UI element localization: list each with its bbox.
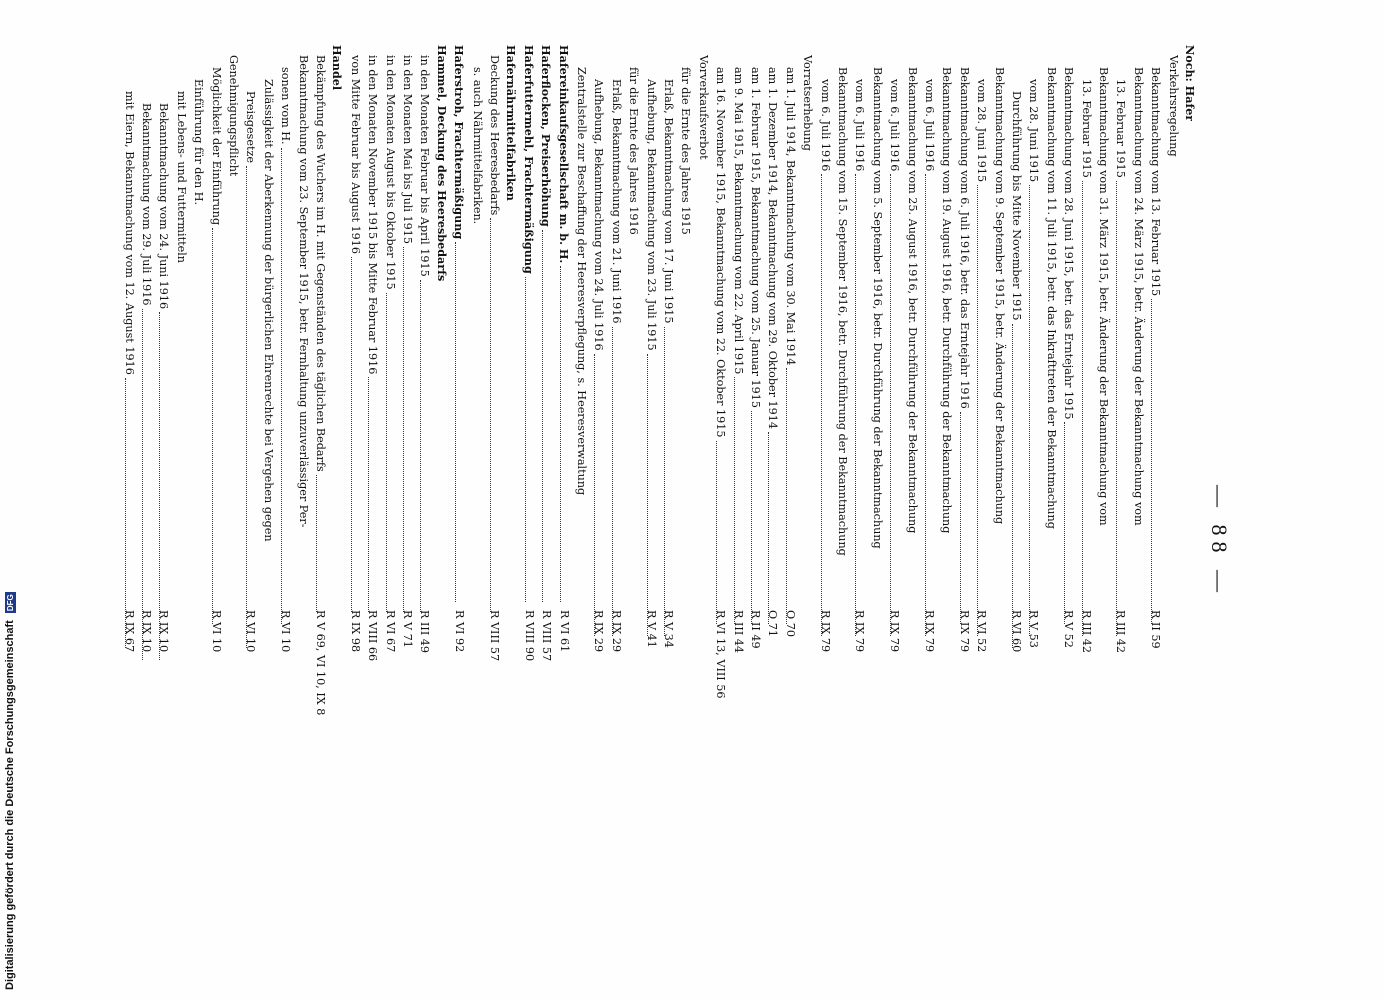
dot-leader: [699, 163, 711, 812]
index-entry: [590, 45, 606, 653]
index-entry: [677, 45, 693, 827]
dot-leader: [1064, 422, 1076, 624]
entry-text: Hafereinkaufsgesellschaft m. b. H.: [556, 45, 571, 264]
index-entry: [782, 45, 798, 637]
entry-text: für die Ernte des Jahres 1916: [627, 67, 641, 235]
entry-reference: R III 42: [1114, 610, 1128, 654]
index-entry: [973, 45, 989, 653]
dot-leader: [629, 238, 641, 824]
dot-leader: [1012, 324, 1024, 649]
entry-text: 13. Februar 1915: [1079, 79, 1093, 178]
entry-text: Aufhebung, Bekanntmachung vom 23. Juli 1915: [644, 79, 658, 351]
dot-leader: [246, 166, 258, 648]
entry-reference: O 70: [783, 610, 797, 637]
index-entry: [747, 45, 763, 649]
entry-reference: R VIII 57: [540, 610, 554, 662]
dot-leader: [490, 218, 502, 612]
entry-reference: R II 49: [749, 610, 762, 649]
dot-leader: [177, 266, 189, 848]
dot-leader: [455, 242, 467, 602]
entry-text: mit Lebens- und Futtermitteln: [174, 91, 188, 263]
dot-leader: [420, 280, 432, 612]
entry-text: Bekanntmachung vom 6. Juli 1916, betr. das Erntejahr 1916: [957, 67, 971, 409]
entry-text: Haferflocken, Preiserhöhung: [539, 45, 554, 227]
entry-text: vom 28. Juni 1915: [975, 79, 989, 183]
page-number: — 88 —: [1207, 485, 1232, 598]
index-entry: [764, 45, 780, 637]
entry-reference: R IX 67: [122, 610, 136, 653]
index-entry: [869, 45, 885, 827]
index-entry: [190, 45, 206, 839]
dfg-logo: DFG: [6, 594, 15, 612]
dot-leader: [716, 441, 728, 624]
entry-text: Bekanntmachung vom 23. September 1915, betr. Fernhaltung unzuverlässiger Per-: [296, 55, 310, 528]
entry-reference: R V 34: [662, 610, 675, 648]
index-entry: [1112, 45, 1128, 654]
entry-text: Bekanntmachung vom 19. August 1916, betr. Durchführung der Bekanntmachung: [940, 67, 954, 534]
entry-text: Hafernährmittelfabriken: [504, 45, 519, 201]
dot-leader: [542, 230, 554, 602]
entry-text: in den Monaten November 1915 bis Mitte Februar 1916: [366, 55, 380, 375]
index-entry: [469, 45, 485, 827]
entry-text: in den Monaten Februar bis April 1915: [418, 55, 432, 277]
dot-leader: [1186, 124, 1198, 802]
entry-reference: R IX 98: [348, 610, 362, 653]
entry-reference: R IX 79: [818, 610, 832, 653]
dot-leader: [942, 536, 954, 824]
entry-text: vom 6. Juli 1916: [853, 79, 867, 172]
entry-reference: R IX 10: [157, 610, 171, 653]
dot-leader: [194, 208, 206, 836]
index-entry: [121, 45, 137, 651]
entry-text: Bekanntmachung vom 28. Juni 1915, betr. das Erntejahr 1915: [1062, 67, 1076, 420]
entry-reference: R III 49: [418, 610, 432, 654]
entry-reference: R III 44: [731, 610, 745, 654]
dot-leader: [664, 327, 676, 637]
entry-text: Bekanntmachung vom 15. September 1916, betr. Durchführung der Bekanntmachung: [836, 67, 849, 556]
entry-reference: R V 71: [401, 610, 414, 648]
index-entry: [730, 45, 746, 654]
entry-text: Bekanntmachung vom 13. Februar 1915: [1149, 67, 1163, 297]
entry-text: Noch: Hafer: [1183, 45, 1197, 122]
entry-text: mit Eiern, Bekanntmachung vom 12. August 1916: [122, 91, 136, 375]
dot-leader: [229, 179, 241, 812]
dot-leader: [647, 354, 659, 636]
entry-reference: R VI 10: [209, 610, 223, 653]
dot-leader: [1047, 532, 1059, 824]
dot-leader: [560, 266, 572, 602]
dot-leader: [751, 411, 763, 624]
index-entry: [1147, 45, 1163, 649]
entry-text: am 16. November 1915, Bekanntmachung vom 22. Oktober 1915: [714, 67, 728, 438]
dot-leader: [612, 327, 624, 637]
entry-text: in den Monaten Mai bis Juli 1915: [401, 55, 414, 244]
dot-leader: [333, 93, 345, 802]
entry-reference: R IX 79: [888, 610, 902, 653]
index-entry: [956, 45, 972, 653]
entry-text: Bekanntmachung vom 9. September 1915, betr. Änderung der Bekanntmachung: [992, 67, 1006, 525]
index-entry: [886, 45, 902, 653]
dot-leader: [351, 257, 363, 612]
dot-leader: [159, 312, 171, 660]
dot-leader: [281, 148, 293, 624]
dot-leader: [1116, 181, 1128, 636]
dot-leader: [125, 378, 137, 648]
index-entry: [399, 45, 415, 648]
entry-text: Hammel, Deckung des Heeresbedarfs: [434, 45, 449, 282]
entry-text: sonen vom H.: [279, 67, 293, 145]
index-entry: [625, 45, 641, 827]
entry-text: am 1. Dezember 1914, Bekanntmachung vom 29. Oktober 1914: [766, 67, 780, 430]
entry-text: Bekanntmachung vom 29. Juli 1916: [140, 103, 153, 306]
dot-leader: [299, 531, 311, 812]
index-entry: [938, 45, 954, 827]
dot-leader: [1151, 299, 1163, 624]
entry-reference: R IX 79: [853, 610, 867, 653]
index-entry: [434, 45, 450, 805]
index-entry: [712, 45, 728, 699]
dot-leader: [960, 412, 972, 624]
index-entry: [991, 45, 1007, 827]
entry-text: Vorratserhebung: [801, 55, 815, 151]
dot-leader: [838, 559, 850, 824]
entry-reference: R IX 79: [957, 610, 971, 653]
dot-leader: [1134, 529, 1146, 824]
dot-leader: [316, 475, 328, 612]
index-entry: [329, 45, 345, 805]
index-entry: [921, 45, 937, 653]
index-entry: [1095, 45, 1111, 827]
index-entry: [556, 45, 572, 653]
entry-reference: R VI 60: [1010, 610, 1023, 653]
dot-leader: [368, 377, 380, 612]
dot-leader: [995, 527, 1007, 824]
index-entry: [347, 45, 363, 653]
dot-leader: [681, 238, 693, 824]
index-entry: [295, 45, 311, 815]
entry-reference: R VI 10: [279, 610, 293, 653]
index-entry: [1043, 45, 1059, 827]
index-entry: [208, 45, 224, 653]
dot-leader: [438, 284, 450, 802]
entry-reference: R VI 13, VIII 56: [714, 610, 728, 699]
entry-text: s. auch Nährmittelfabriken.: [470, 67, 484, 225]
entry-text: vom 6. Juli 1916: [888, 79, 902, 172]
index-entry: [138, 45, 154, 663]
entry-reference: R VIII 90: [522, 610, 536, 662]
index-entry: [521, 45, 537, 662]
index-entry: [1078, 45, 1094, 654]
entry-text: Genehmigungspflicht: [227, 55, 240, 177]
index-entry: [799, 45, 815, 815]
entry-text: Durchführung bis Mitte November 1915: [1010, 91, 1023, 321]
entry-reference: R IX 10: [140, 610, 153, 653]
entry-reference: R VI 67: [383, 610, 397, 653]
entry-text: vom 6. Juli 1916: [923, 79, 936, 172]
dot-leader: [525, 277, 537, 602]
dot-leader: [507, 204, 519, 802]
digitization-footer: [4, 0, 16, 990]
entry-reference: R II 59: [1149, 610, 1163, 649]
entry-text: Einführung für den H.: [192, 79, 206, 206]
entry-text: Bekanntmachung vom 24. März 1915, betr. Änderung der Bekanntmachung vom: [1131, 67, 1145, 526]
dot-leader: [977, 185, 989, 636]
entry-text: vom 28. Juni 1915: [1027, 79, 1041, 183]
dot-leader: [803, 154, 815, 812]
entry-text: 13. Februar 1915: [1114, 79, 1128, 178]
index-entry: [1130, 45, 1146, 827]
dot-leader: [1082, 181, 1094, 636]
dot-leader: [734, 377, 746, 624]
index-entry: [416, 45, 432, 654]
index-entry: [608, 45, 624, 653]
index-entry: [1060, 45, 1076, 648]
entry-text: vom 6. Juli 1916: [818, 79, 832, 172]
entry-text: Erlaß, Bekanntmachung vom 21. Juni 1916: [609, 79, 623, 324]
dot-leader: [473, 227, 485, 824]
index-page: [122, 45, 1232, 985]
dot-leader: [890, 174, 902, 636]
entry-text: Erlaß, Bekanntmachung vom 17. Juni 1915: [662, 79, 675, 324]
index-entry: [312, 45, 328, 716]
index-entry: [260, 45, 276, 839]
index-entry: [225, 45, 241, 815]
entry-text: Bekanntmachung vom 5. September 1916, betr. Durchführung der Bekanntmachung: [870, 67, 884, 549]
index-entry: [1008, 45, 1024, 651]
index-entry: [155, 45, 171, 663]
entry-reference: R IX 29: [609, 610, 623, 653]
entry-text: Zentralstelle zur Beschaffung der Heeresverpflegung, s. Heeresverwaltung: [575, 67, 588, 496]
index-entry: [817, 45, 833, 653]
index-entry: [660, 45, 676, 648]
dot-leader: [855, 174, 867, 636]
entry-reference: R VIII 66: [366, 610, 380, 662]
entry-text: am 1. Juli 1914, Bekanntmachung vom 30. Mai 1914: [783, 67, 797, 366]
entry-text: Bekanntmachung vom 11. Juli 1915, betr. das Inkrafttreten der Bekanntmachung: [1044, 67, 1058, 529]
index-entry: [904, 45, 920, 827]
index-entry: [1182, 45, 1198, 805]
dot-leader: [1029, 185, 1041, 636]
index-entry: [834, 45, 850, 827]
entry-text: Handel: [330, 45, 345, 91]
entry-reference: R III 42: [1079, 610, 1093, 654]
entry-text: in den Monaten August bis Oktober 1915: [383, 55, 397, 290]
entry-reference: R IX 79: [923, 610, 936, 653]
footer-text: Digitalisierung gefördert durch die Deutsche Forschungsgemeinschaft: [4, 620, 16, 990]
index-entry: [695, 45, 711, 815]
index-entry: [573, 45, 589, 827]
dot-leader: [768, 432, 780, 624]
dot-leader: [577, 498, 589, 824]
dot-leader: [908, 536, 920, 824]
dot-leader: [925, 174, 937, 636]
entry-text: Haferstroh, Frachtermäßigung: [452, 45, 467, 240]
entry-reference: O 71: [766, 610, 780, 637]
entry-reference: R V 53: [1027, 610, 1041, 648]
entry-reference: R IX 29: [592, 610, 606, 653]
index-entry: [451, 45, 467, 653]
entry-text: Aufhebung, Bekanntmachung vom 24. Juli 1916: [592, 79, 606, 351]
entry-text: am 1. Februar 1915, Bekanntmachung vom 25. Januar 1915: [749, 67, 762, 408]
entry-reference: R VI 61: [557, 610, 571, 653]
index-entry: [382, 45, 398, 653]
index-entry: [643, 45, 659, 648]
dot-leader: [142, 309, 154, 660]
index-entry: [364, 45, 380, 662]
entry-text: Verkehrsregelung: [1166, 55, 1180, 157]
index-entry: [851, 45, 867, 653]
index-entry: [486, 45, 502, 662]
dot-leader: [1169, 160, 1181, 812]
dot-leader: [873, 552, 885, 824]
entry-reference: R VI 10: [244, 610, 258, 653]
dot-leader: [786, 368, 798, 624]
entry-text: Bekämpfung des Wuchers im H. mit Gegenständen des täglichen Bedarfs: [314, 55, 327, 472]
entry-text: von Mitte Februar bis August 1916: [348, 55, 362, 255]
dot-leader: [821, 174, 833, 636]
dot-leader: [594, 354, 606, 636]
entry-reference: R VI 92: [453, 610, 467, 653]
index-entry: [1025, 45, 1041, 648]
entry-text: am 9. Mai 1915, Bekanntmachung vom 22. April 1915: [731, 67, 745, 375]
entry-text: Bekanntmachung vom 25. August 1916, betr. Durchführung der Bekanntmachung: [905, 67, 919, 534]
entry-text: Vorverkaufsverbot: [696, 55, 710, 160]
entry-text: für die Ernte des Jahres 1915: [679, 67, 693, 235]
entry-text: Bekanntmachung vom 24. Juni 1916: [157, 103, 171, 310]
dot-leader: [212, 228, 224, 624]
entry-text: Preisgesetze: [244, 91, 258, 163]
entry-reference: R V 69, VI 10, IX 8: [314, 610, 327, 716]
index-entry: [242, 45, 258, 651]
dot-leader: [386, 293, 398, 612]
index-entry: [1165, 45, 1181, 815]
index-entry: [277, 45, 293, 653]
entry-text: Haferfuttermehl, Frachtermäßigung: [521, 45, 536, 274]
entry-text: Deckung des Heeresbedarfs: [488, 55, 501, 216]
entry-reference: R VIII 57: [488, 610, 501, 662]
index-entry: [173, 45, 189, 851]
index-entry: [503, 45, 519, 805]
dot-leader: [1099, 529, 1111, 824]
entry-text: Zulässigkeit der Aberkennung der bürgerlichen Ehrenrechte bei Vergehen gegen: [261, 79, 275, 542]
entry-text: Bekanntmachung vom 31. März 1915, betr. Änderung der Bekanntmachung vom: [1097, 67, 1110, 526]
entry-text: Möglichkeit der Einführung: [209, 67, 223, 226]
dot-leader: [403, 247, 415, 612]
entry-reference: R V 52: [1062, 610, 1076, 648]
entry-reference: R VI 52: [975, 610, 989, 653]
dot-leader: [264, 545, 276, 836]
entry-reference: R V 41: [644, 610, 658, 648]
index-entry: [538, 45, 554, 662]
